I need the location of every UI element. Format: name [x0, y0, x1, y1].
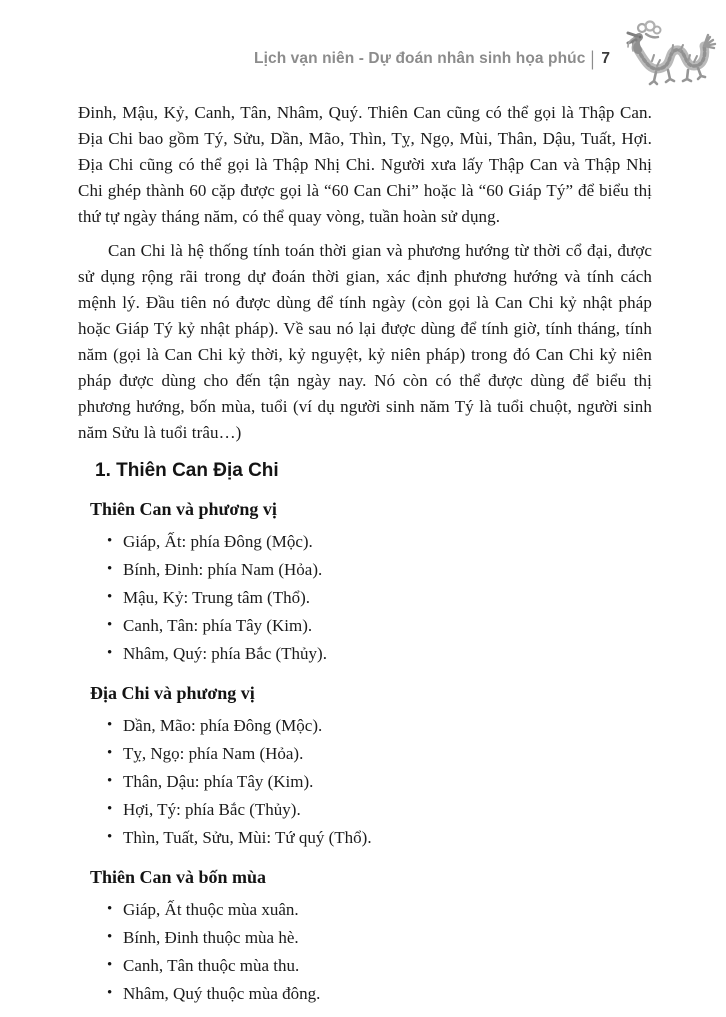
bullet-icon: • [107, 929, 113, 945]
page-body [0, 100, 726, 1006]
page-number: 7 [601, 50, 610, 67]
running-title: Lịch vạn niên - Dự đoán nhân sinh họa phúc [254, 50, 586, 67]
list-item [78, 954, 652, 978]
list-item [78, 586, 652, 610]
dragon-icon [622, 20, 720, 100]
bullet-icon: • [107, 745, 113, 761]
section-heading-thien-can-dia-chi: 1. Thiên Can Địa Chi [95, 460, 279, 481]
list-item-text: Nhâm, Quý thuộc mùa đông. [123, 984, 321, 1003]
bullet-icon: • [107, 717, 113, 733]
list-item-text: Hợi, Tý: phía Bắc (Thủy). [123, 800, 301, 819]
list-item [78, 898, 652, 922]
list-item [78, 770, 652, 794]
list-thien-can-phuong-vi [78, 530, 652, 666]
subheading-thien-can-phuong-vi: Thiên Can và phương vị [90, 499, 277, 519]
list-item-text: Canh, Tân thuộc mùa thu. [123, 956, 300, 975]
list-dia-chi-phuong-vi [78, 714, 652, 850]
bullet-icon: • [107, 985, 113, 1001]
list-item-text: Nhâm, Quý: phía Bắc (Thủy). [123, 644, 327, 663]
bullet-icon: • [107, 829, 113, 845]
list-item [78, 742, 652, 766]
bullet-icon: • [107, 801, 113, 817]
list-item-text: Giáp, Ất thuộc mùa xuân. [123, 900, 299, 919]
bullet-icon: • [107, 901, 113, 917]
bullet-icon: • [107, 589, 113, 605]
list-item [78, 642, 652, 666]
list-item [78, 982, 652, 1006]
list-item-text: Bính, Đinh thuộc mùa hè. [123, 928, 299, 947]
running-head [254, 47, 610, 71]
bullet-icon: • [107, 645, 113, 661]
header-divider: | [590, 47, 595, 71]
list-item-text: Dần, Mão: phía Đông (Mộc). [123, 716, 323, 735]
list-item-text: Canh, Tân: phía Tây (Kim). [123, 616, 313, 635]
list-item [78, 614, 652, 638]
bullet-icon: • [107, 533, 113, 549]
list-item [78, 798, 652, 822]
list-item-text: Tỵ, Ngọ: phía Nam (Hỏa). [123, 744, 304, 763]
bullet-icon: • [107, 561, 113, 577]
page-header [0, 0, 726, 100]
bullet-icon: • [107, 617, 113, 633]
subheading-thien-can-bon-mua: Thiên Can và bốn mùa [90, 867, 267, 887]
list-thien-can-bon-mua [78, 898, 652, 1006]
list-item [78, 826, 652, 850]
list-item [78, 926, 652, 950]
list-item [78, 714, 652, 738]
list-item-text: Bính, Đinh: phía Nam (Hỏa). [123, 560, 323, 579]
list-item-text: Giáp, Ất: phía Đông (Mộc). [123, 532, 313, 551]
paragraph-can-chi-list: Đinh, Mậu, Kỷ, Canh, Tân, Nhâm, Quý. Thiên Can cũng có thể gọi là Thập Can. Địa Chi bao gồm Tý, Sửu, Dần, Mão, Thìn, Tỵ, Ngọ, Mùi, Thân, Dậu, Tuất, Hợi. Địa Chi cũng có thể gọi là Thập Nhị Chi. Người xưa lấy Thập Can và Thập Nhị Chi ghép thành 60 cặp được gọi là “60 Can Chi” hoặc là “60 Giáp Tý” để biểu thị thứ tự ngày tháng năm, có thể quay vòng, tuần hoàn sử dụng. [78, 103, 652, 226]
subheading-dia-chi-phuong-vi: Địa Chi và phương vị [90, 683, 255, 703]
bullet-icon: • [107, 773, 113, 789]
bullet-icon: • [107, 957, 113, 973]
list-item-text: Mậu, Kỷ: Trung tâm (Thổ). [123, 588, 310, 607]
list-item-text: Thìn, Tuất, Sửu, Mùi: Tứ quý (Thổ). [123, 828, 372, 847]
list-item [78, 530, 652, 554]
list-item-text: Thân, Dậu: phía Tây (Kim). [123, 772, 314, 791]
paragraph-can-chi-system: Can Chi là hệ thống tính toán thời gian và phương hướng từ thời cổ đại, được sử dụng rộng rãi trong dự đoán thời gian, xác định phương hướng và tính cách mệnh lý. Đầu tiên nó được dùng để tính ngày (còn gọi là Can Chi kỷ nhật pháp hoặc Giáp Tý kỷ nhật pháp). Về sau nó lại được dùng để tính giờ, tính tháng, tính năm (gọi là Can Chi kỷ thời, kỷ nguyệt, kỷ niên pháp) trong đó Can Chi kỷ niên pháp được dùng cho đến tận ngày nay. Nó còn có thể được dùng để biểu thị phương hướng, bốn mùa, tuổi (ví dụ người sinh năm Tý là tuổi chuột, người sinh năm Sửu là tuổi trâu…) [78, 241, 652, 442]
list-item [78, 558, 652, 582]
